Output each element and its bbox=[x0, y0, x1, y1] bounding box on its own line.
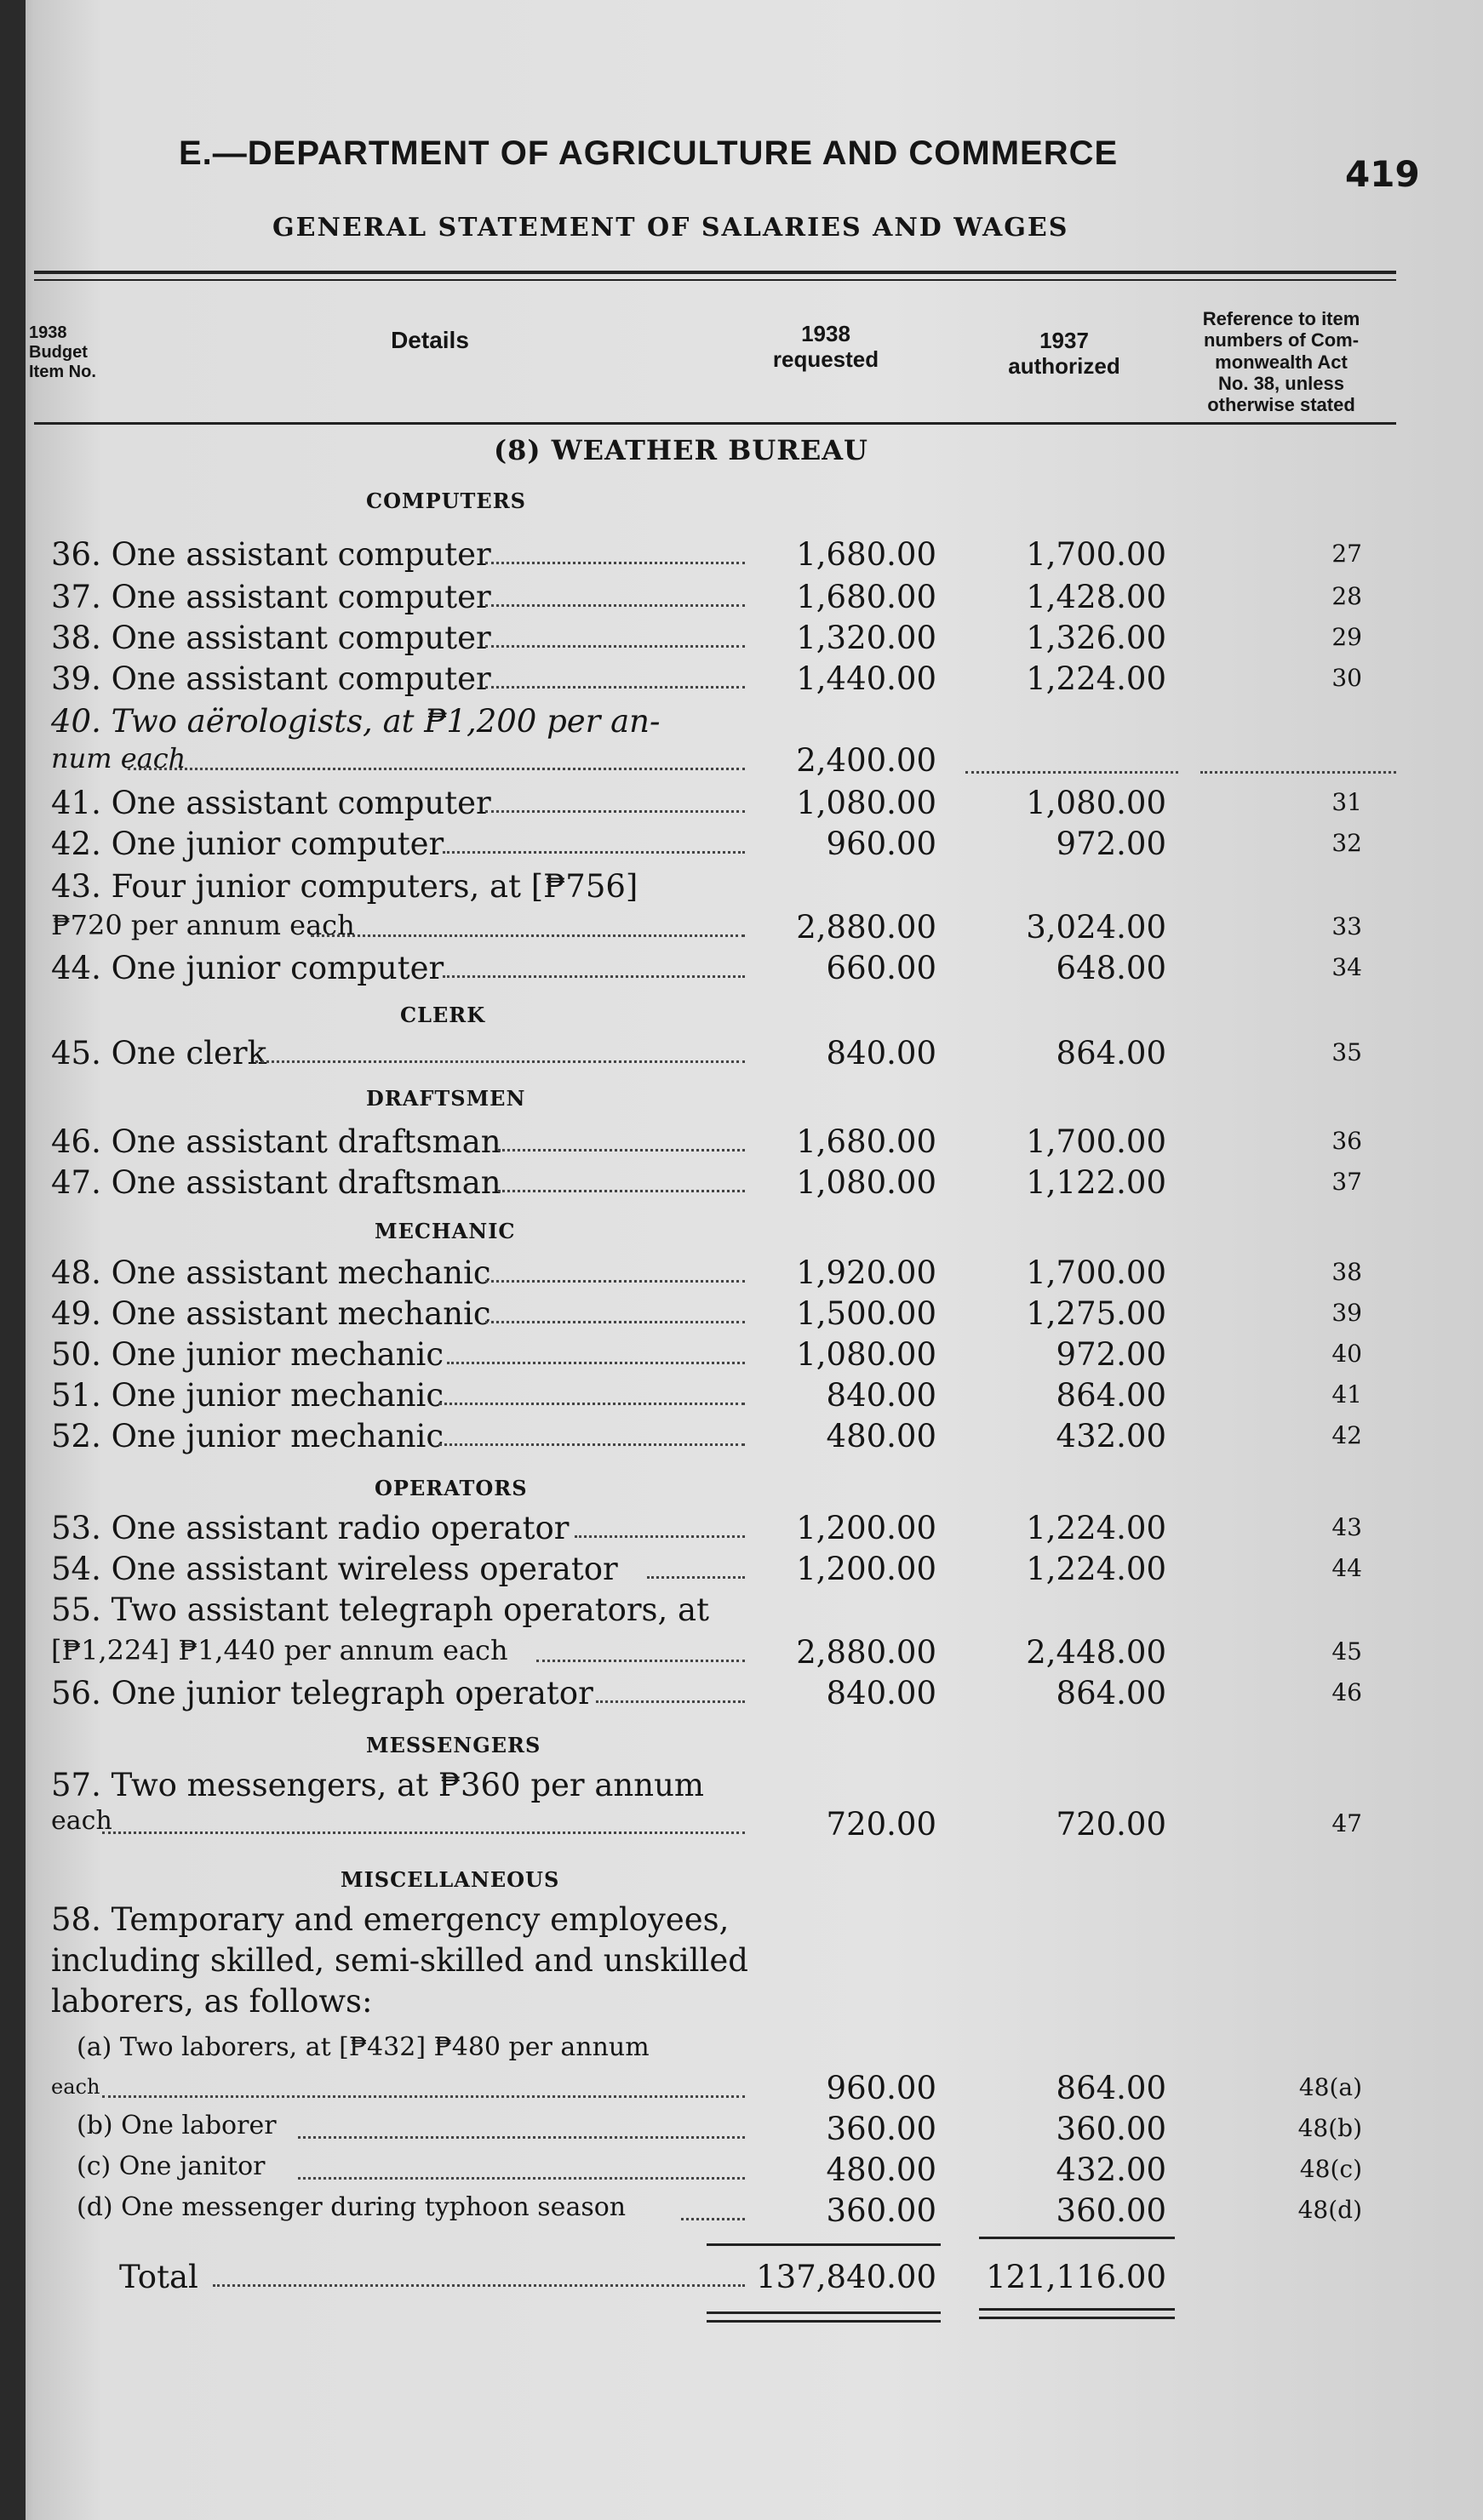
row-52: 52. One junior mechanic 480.00 432.00 42 bbox=[51, 1418, 1362, 1454]
leader-dots bbox=[298, 2136, 745, 2139]
row-51: 51. One junior mechanic 840.00 864.00 41 bbox=[51, 1377, 1362, 1414]
header-top-rule-2 bbox=[34, 279, 1396, 281]
row-39: 39. One assistant computer 1,440.00 1,224.00 30 bbox=[51, 660, 1362, 697]
sum-rule-authorized bbox=[979, 2237, 1175, 2239]
page-number: 419 bbox=[1345, 153, 1420, 195]
category-mechanic: MECHANIC bbox=[375, 1219, 516, 1243]
row-42: 42. One junior computer 960.00 972.00 32 bbox=[51, 826, 1362, 862]
row-36: 36. One assistant computer 1,680.00 1,700.00 27 bbox=[51, 536, 1362, 573]
row-43-line1: 43. Four junior computers, at [₱756] bbox=[51, 868, 638, 905]
row-48: 48. One assistant mechanic 1,920.00 1,700.00 38 bbox=[51, 1254, 1362, 1291]
leader-dots bbox=[485, 562, 745, 564]
sum-rule-requested bbox=[707, 2243, 941, 2246]
leader-dots bbox=[575, 1535, 745, 1538]
row-50: 50. One junior mechanic 1,080.00 972.00 40 bbox=[51, 1336, 1362, 1373]
row-44: 44. One junior computer 660.00 648.00 34 bbox=[51, 950, 1362, 986]
leader-dots bbox=[498, 1149, 745, 1151]
row-57-line2: each 720.00 720.00 47 bbox=[51, 1806, 1362, 1843]
row-58a-line2: each 960.00 864.00 48(a) bbox=[51, 2070, 1362, 2106]
row-38: 38. One assistant computer 1,320.00 1,326.00 29 bbox=[51, 620, 1362, 656]
header-top-rule bbox=[34, 271, 1396, 274]
leader-dots bbox=[443, 975, 745, 978]
row-58-line2: including skilled, semi-skilled and unskilled bbox=[51, 1942, 748, 1979]
leader-dots bbox=[596, 1700, 745, 1703]
leader-dots bbox=[498, 1190, 745, 1192]
header-bottom-rule bbox=[34, 422, 1396, 425]
row-49: 49. One assistant mechanic 1,500.00 1,275.00 39 bbox=[51, 1295, 1362, 1332]
category-draftsmen: DRAFTSMEN bbox=[366, 1086, 526, 1111]
row-58b: (b) One laborer 360.00 360.00 48(b) bbox=[77, 2111, 1362, 2147]
total-double-rule-requested-2 bbox=[707, 2320, 941, 2323]
row-47: 47. One assistant draftsman 1,080.00 1,122.00 37 bbox=[51, 1164, 1362, 1201]
leader-dots bbox=[485, 1321, 745, 1323]
col-reference: Reference to item numbers of Com- monwealth Act No. 38, unless otherwise stated bbox=[1202, 308, 1360, 416]
page-binding bbox=[0, 0, 26, 2520]
category-operators: OPERATORS bbox=[375, 1476, 528, 1500]
col-authorized: 1937 authorized bbox=[1008, 328, 1120, 379]
row-54: 54. One assistant wireless operator 1,200.00 1,224.00 44 bbox=[51, 1551, 1362, 1587]
row-53: 53. One assistant radio operator 1,200.00 1,224.00 43 bbox=[51, 1510, 1362, 1546]
leader-dots bbox=[485, 645, 745, 648]
row-56: 56. One junior telegraph operator 840.00 864.00 46 bbox=[51, 1675, 1362, 1711]
department-title: E.—DEPARTMENT OF AGRICULTURE AND COMMERCE bbox=[179, 134, 1119, 172]
leader-dots bbox=[485, 810, 745, 813]
leader-dots bbox=[536, 1660, 745, 1662]
leader-dots bbox=[128, 768, 745, 770]
total-double-rule-authorized bbox=[979, 2308, 1175, 2311]
section-title: (8) WEATHER BUREAU bbox=[494, 434, 868, 466]
row-58-line3: laborers, as follows: bbox=[51, 1983, 373, 2020]
row-37: 37. One assistant computer 1,680.00 1,428.00 28 bbox=[51, 579, 1362, 615]
row-40-line2: num each 2,400.00 bbox=[51, 742, 936, 779]
leader-dots bbox=[298, 2177, 745, 2180]
row-45: 45. One clerk 840.00 864.00 35 bbox=[51, 1035, 1362, 1071]
total-double-rule-authorized-2 bbox=[979, 2317, 1175, 2319]
category-clerk: CLERK bbox=[400, 1003, 486, 1027]
row-41: 41. One assistant computer 1,080.00 1,080.00 31 bbox=[51, 785, 1362, 821]
col-requested: 1938 requested bbox=[772, 321, 879, 372]
row-57-line1: 57. Two messengers, at ₱360 per annum bbox=[51, 1767, 704, 1803]
col-item-no: 1938 Budget Item No. bbox=[29, 323, 96, 381]
leader-dots bbox=[311, 934, 745, 937]
leader-dots bbox=[438, 1443, 745, 1446]
row-40-line1: 40. Two aërologists, at ₱1,200 per an- bbox=[51, 703, 661, 740]
total-double-rule-requested bbox=[707, 2311, 941, 2314]
leader-dots bbox=[102, 1831, 745, 1834]
row-58c: (c) One janitor 480.00 432.00 48(c) bbox=[77, 2151, 1362, 2188]
row-total: Total 137,840.00 121,116.00 bbox=[119, 2259, 1166, 2295]
row-55-line2: [₱1,224] ₱1,440 per annum each 2,880.00 2,448.00 45 bbox=[51, 1634, 1362, 1671]
row-46: 46. One assistant draftsman 1,680.00 1,700.00 36 bbox=[51, 1123, 1362, 1160]
leader-dots bbox=[438, 1403, 745, 1405]
statement-subtitle: GENERAL STATEMENT OF SALARIES AND WAGES bbox=[272, 213, 1069, 243]
row-58-line1: 58. Temporary and emergency employees, bbox=[51, 1901, 730, 1938]
row-58a-line1: (a) Two laborers, at [₱432] ₱480 per annum bbox=[77, 2032, 650, 2062]
leader-dots bbox=[647, 1576, 745, 1579]
row-43-line2: ₱720 per annum each 2,880.00 3,024.00 33 bbox=[51, 909, 1362, 946]
empty-reference-dots bbox=[1200, 771, 1396, 774]
leader-dots bbox=[681, 2218, 745, 2220]
leader-dots bbox=[485, 1280, 745, 1283]
category-messengers: MESSENGERS bbox=[366, 1733, 541, 1757]
leader-dots bbox=[102, 2095, 745, 2098]
row-55-line1: 55. Two assistant telegraph operators, at bbox=[51, 1591, 709, 1628]
row-58d: (d) One messenger during typhoon season 360.00 360.00 48(d) bbox=[77, 2192, 1362, 2229]
leader-dots bbox=[485, 604, 745, 607]
category-miscellaneous: MISCELLANEOUS bbox=[341, 1867, 560, 1892]
leader-dots bbox=[213, 2284, 745, 2287]
category-computers: COMPUTERS bbox=[366, 489, 526, 513]
leader-dots bbox=[443, 851, 745, 854]
col-details: Details bbox=[391, 327, 469, 353]
leader-dots bbox=[485, 686, 745, 689]
empty-authorized-dots bbox=[965, 771, 1178, 774]
leader-dots bbox=[447, 1362, 745, 1364]
leader-dots bbox=[255, 1060, 745, 1063]
